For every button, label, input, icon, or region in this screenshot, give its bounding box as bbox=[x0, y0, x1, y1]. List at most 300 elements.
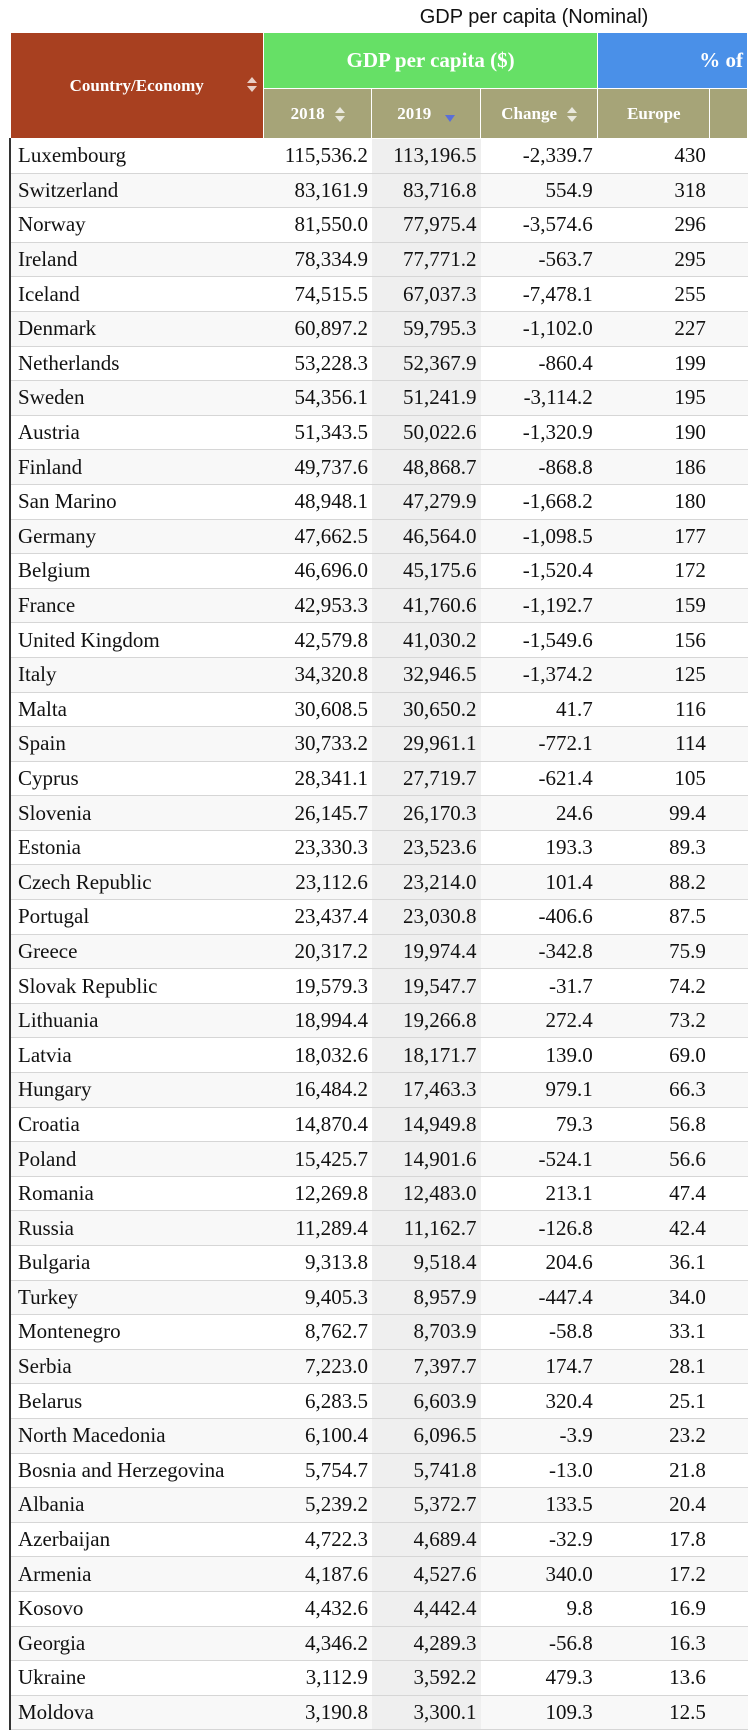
cell-2019: 4,289.3 bbox=[372, 1626, 481, 1661]
cell-change: 554.9 bbox=[481, 173, 598, 208]
cell-change: 139.0 bbox=[481, 1038, 598, 1073]
cell-change: -32.9 bbox=[481, 1522, 598, 1557]
cell-2018: 47,662.5 bbox=[263, 519, 372, 554]
cell-2018: 23,330.3 bbox=[263, 830, 372, 865]
cell-2018: 23,437.4 bbox=[263, 900, 372, 935]
cell-extra bbox=[710, 1453, 748, 1488]
cell-2019: 17,463.3 bbox=[372, 1073, 481, 1108]
cell-country: Russia bbox=[10, 1211, 263, 1246]
cell-country: Slovenia bbox=[10, 796, 263, 831]
cell-extra bbox=[710, 277, 748, 312]
sort-icon bbox=[335, 107, 345, 123]
table-row bbox=[10, 1349, 748, 1384]
cell-2018: 12,269.8 bbox=[263, 1176, 372, 1211]
cell-country: Slovak Republic bbox=[10, 969, 263, 1004]
cell-2018: 83,161.9 bbox=[263, 173, 372, 208]
cell-europe: 87.5 bbox=[598, 900, 710, 935]
cell-country: Malta bbox=[10, 692, 263, 727]
cell-europe: 199 bbox=[598, 346, 710, 381]
cell-2019: 3,592.2 bbox=[372, 1661, 481, 1696]
cell-2018: 23,112.6 bbox=[263, 865, 372, 900]
cell-change: -31.7 bbox=[481, 969, 598, 1004]
cell-2018: 4,722.3 bbox=[263, 1522, 372, 1557]
table-row bbox=[10, 484, 748, 519]
cell-extra bbox=[710, 796, 748, 831]
cell-europe: 34.0 bbox=[598, 1280, 710, 1315]
cell-2019: 3,300.1 bbox=[372, 1695, 481, 1730]
cell-change: -1,320.9 bbox=[481, 415, 598, 450]
column-header-2018[interactable] bbox=[263, 89, 372, 139]
cell-change: -2,339.7 bbox=[481, 139, 598, 174]
cell-2018: 4,187.6 bbox=[263, 1557, 372, 1592]
cell-extra bbox=[710, 346, 748, 381]
cell-europe: 159 bbox=[598, 588, 710, 623]
cell-change: -3,574.6 bbox=[481, 208, 598, 243]
table-row bbox=[10, 1003, 748, 1038]
cell-2019: 19,974.4 bbox=[372, 934, 481, 969]
cell-change: 340.0 bbox=[481, 1557, 598, 1592]
cell-country: Armenia bbox=[10, 1557, 263, 1592]
cell-2019: 23,030.8 bbox=[372, 900, 481, 935]
cell-change: 109.3 bbox=[481, 1695, 598, 1730]
cell-2019: 30,650.2 bbox=[372, 692, 481, 727]
cell-2019: 14,901.6 bbox=[372, 1142, 481, 1177]
cell-extra bbox=[710, 1661, 748, 1696]
cell-country: Poland bbox=[10, 1142, 263, 1177]
cell-country: Georgia bbox=[10, 1626, 263, 1661]
table-row bbox=[10, 796, 748, 831]
cell-extra bbox=[710, 519, 748, 554]
column-header-change-label: Change bbox=[501, 103, 557, 123]
cell-country: Spain bbox=[10, 727, 263, 762]
cell-europe: 186 bbox=[598, 450, 710, 485]
cell-2019: 6,603.9 bbox=[372, 1384, 481, 1419]
cell-extra bbox=[710, 934, 748, 969]
cell-extra bbox=[710, 692, 748, 727]
table-row bbox=[10, 1384, 748, 1419]
table-row bbox=[10, 1453, 748, 1488]
cell-country: Ukraine bbox=[10, 1661, 263, 1696]
table-row bbox=[10, 692, 748, 727]
cell-2018: 3,190.8 bbox=[263, 1695, 372, 1730]
sort-icon bbox=[567, 107, 577, 123]
cell-2018: 30,733.2 bbox=[263, 727, 372, 762]
cell-2018: 49,737.6 bbox=[263, 450, 372, 485]
cell-2019: 4,527.6 bbox=[372, 1557, 481, 1592]
cell-2018: 46,696.0 bbox=[263, 554, 372, 589]
cell-country: Denmark bbox=[10, 311, 263, 346]
cell-europe: 36.1 bbox=[598, 1246, 710, 1281]
cell-2018: 74,515.5 bbox=[263, 277, 372, 312]
cell-extra bbox=[710, 623, 748, 658]
cell-2018: 16,484.2 bbox=[263, 1073, 372, 1108]
cell-2018: 19,579.3 bbox=[263, 969, 372, 1004]
cell-2018: 78,334.9 bbox=[263, 242, 372, 277]
table-row bbox=[10, 1488, 748, 1523]
cell-extra bbox=[710, 173, 748, 208]
cell-2019: 23,523.6 bbox=[372, 830, 481, 865]
cell-change: -126.8 bbox=[481, 1211, 598, 1246]
table-row bbox=[10, 242, 748, 277]
cell-europe: 89.3 bbox=[598, 830, 710, 865]
cell-europe: 156 bbox=[598, 623, 710, 658]
cell-2019: 4,689.4 bbox=[372, 1522, 481, 1557]
cell-2018: 60,897.2 bbox=[263, 311, 372, 346]
cell-2018: 4,346.2 bbox=[263, 1626, 372, 1661]
cell-change: 979.1 bbox=[481, 1073, 598, 1108]
cell-europe: 25.1 bbox=[598, 1384, 710, 1419]
cell-2018: 28,341.1 bbox=[263, 761, 372, 796]
cell-change: -342.8 bbox=[481, 934, 598, 969]
cell-europe: 33.1 bbox=[598, 1315, 710, 1350]
cell-europe: 23.2 bbox=[598, 1418, 710, 1453]
cell-change: -860.4 bbox=[481, 346, 598, 381]
cell-2019: 77,975.4 bbox=[372, 208, 481, 243]
cell-extra bbox=[710, 1142, 748, 1177]
table-header bbox=[10, 33, 748, 139]
cell-change: -1,102.0 bbox=[481, 311, 598, 346]
cell-2019: 4,442.4 bbox=[372, 1591, 481, 1626]
cell-2019: 52,367.9 bbox=[372, 346, 481, 381]
table-row bbox=[10, 1315, 748, 1350]
cell-change: -1,374.2 bbox=[481, 657, 598, 692]
table-row bbox=[10, 1280, 748, 1315]
cell-extra bbox=[710, 761, 748, 796]
cell-europe: 13.6 bbox=[598, 1661, 710, 1696]
table-row bbox=[10, 139, 748, 174]
cell-2018: 81,550.0 bbox=[263, 208, 372, 243]
table-row bbox=[10, 1211, 748, 1246]
cell-country: Lithuania bbox=[10, 1003, 263, 1038]
table-row bbox=[10, 900, 748, 935]
table-row bbox=[10, 1626, 748, 1661]
cell-extra bbox=[710, 727, 748, 762]
cell-europe: 105 bbox=[598, 761, 710, 796]
table-row bbox=[10, 657, 748, 692]
cell-2019: 77,771.2 bbox=[372, 242, 481, 277]
cell-2019: 26,170.3 bbox=[372, 796, 481, 831]
cell-2018: 6,100.4 bbox=[263, 1418, 372, 1453]
cell-country: North Macedonia bbox=[10, 1418, 263, 1453]
cell-2019: 14,949.8 bbox=[372, 1107, 481, 1142]
cell-change: 101.4 bbox=[481, 865, 598, 900]
cell-country: Croatia bbox=[10, 1107, 263, 1142]
cell-extra bbox=[710, 450, 748, 485]
cell-country: Portugal bbox=[10, 900, 263, 935]
cell-2018: 115,536.2 bbox=[263, 139, 372, 174]
cell-2018: 9,405.3 bbox=[263, 1280, 372, 1315]
cell-country: Belgium bbox=[10, 554, 263, 589]
cell-extra bbox=[710, 1349, 748, 1384]
table-row bbox=[10, 727, 748, 762]
group-header-gdp: GDP per capita ($) bbox=[263, 33, 597, 89]
cell-2018: 30,608.5 bbox=[263, 692, 372, 727]
cell-country: Albania bbox=[10, 1488, 263, 1523]
cell-2018: 5,754.7 bbox=[263, 1453, 372, 1488]
cell-europe: 99.4 bbox=[598, 796, 710, 831]
table-row bbox=[10, 1661, 748, 1696]
cell-change: -1,549.6 bbox=[481, 623, 598, 658]
cell-2019: 29,961.1 bbox=[372, 727, 481, 762]
cell-2018: 18,994.4 bbox=[263, 1003, 372, 1038]
table-row bbox=[10, 623, 748, 658]
cell-2019: 19,266.8 bbox=[372, 1003, 481, 1038]
cell-change: -868.8 bbox=[481, 450, 598, 485]
column-header-country[interactable] bbox=[10, 33, 263, 139]
cell-2019: 5,372.7 bbox=[372, 1488, 481, 1523]
cell-change: -621.4 bbox=[481, 761, 598, 796]
cell-extra bbox=[710, 415, 748, 450]
cell-country: Moldova bbox=[10, 1695, 263, 1730]
cell-2018: 42,953.3 bbox=[263, 588, 372, 623]
column-header-2018-label: 2018 bbox=[290, 103, 325, 123]
cell-2019: 18,171.7 bbox=[372, 1038, 481, 1073]
cell-country: Sweden bbox=[10, 381, 263, 416]
cell-country: Kosovo bbox=[10, 1591, 263, 1626]
cell-change: -524.1 bbox=[481, 1142, 598, 1177]
cell-change: 272.4 bbox=[481, 1003, 598, 1038]
cell-2019: 45,175.6 bbox=[372, 554, 481, 589]
cell-europe: 75.9 bbox=[598, 934, 710, 969]
column-header-2019-label: 2019 bbox=[397, 103, 432, 123]
group-header-percent: % of bbox=[598, 33, 748, 89]
cell-2018: 48,948.1 bbox=[263, 484, 372, 519]
cell-2019: 6,096.5 bbox=[372, 1418, 481, 1453]
cell-change: -7,478.1 bbox=[481, 277, 598, 312]
cell-country: United Kingdom bbox=[10, 623, 263, 658]
cell-country: San Marino bbox=[10, 484, 263, 519]
cell-2018: 15,425.7 bbox=[263, 1142, 372, 1177]
table-row bbox=[10, 519, 748, 554]
cell-europe: 295 bbox=[598, 242, 710, 277]
cell-extra bbox=[710, 1038, 748, 1073]
column-header-europe-label: Europe bbox=[627, 103, 681, 123]
cell-extra bbox=[710, 865, 748, 900]
cell-extra bbox=[710, 139, 748, 174]
cell-extra bbox=[710, 208, 748, 243]
cell-europe: 172 bbox=[598, 554, 710, 589]
cell-extra bbox=[710, 1488, 748, 1523]
cell-europe: 116 bbox=[598, 692, 710, 727]
cell-2019: 11,162.7 bbox=[372, 1211, 481, 1246]
table-row bbox=[10, 830, 748, 865]
cell-2019: 19,547.7 bbox=[372, 969, 481, 1004]
cell-europe: 318 bbox=[598, 173, 710, 208]
cell-change: -1,520.4 bbox=[481, 554, 598, 589]
cell-2019: 8,957.9 bbox=[372, 1280, 481, 1315]
table-row bbox=[10, 1591, 748, 1626]
cell-country: Montenegro bbox=[10, 1315, 263, 1350]
table-row bbox=[10, 311, 748, 346]
cell-change: 174.7 bbox=[481, 1349, 598, 1384]
cell-2019: 48,868.7 bbox=[372, 450, 481, 485]
cell-2018: 42,579.8 bbox=[263, 623, 372, 658]
table-row bbox=[10, 1522, 748, 1557]
cell-europe: 180 bbox=[598, 484, 710, 519]
cell-extra bbox=[710, 1280, 748, 1315]
cell-europe: 17.8 bbox=[598, 1522, 710, 1557]
cell-change: 479.3 bbox=[481, 1661, 598, 1696]
cell-2019: 8,703.9 bbox=[372, 1315, 481, 1350]
cell-extra bbox=[710, 1522, 748, 1557]
cell-2018: 14,870.4 bbox=[263, 1107, 372, 1142]
cell-change: 79.3 bbox=[481, 1107, 598, 1142]
column-header-change[interactable] bbox=[481, 89, 598, 139]
cell-country: Netherlands bbox=[10, 346, 263, 381]
cell-change: 133.5 bbox=[481, 1488, 598, 1523]
sort-icon bbox=[247, 77, 257, 93]
cell-europe: 430 bbox=[598, 139, 710, 174]
cell-2019: 41,760.6 bbox=[372, 588, 481, 623]
cell-extra bbox=[710, 242, 748, 277]
cell-change: -563.7 bbox=[481, 242, 598, 277]
table-row bbox=[10, 969, 748, 1004]
cell-europe: 42.4 bbox=[598, 1211, 710, 1246]
cell-europe: 47.4 bbox=[598, 1176, 710, 1211]
gdp-table bbox=[9, 32, 748, 1730]
column-header-extra[interactable] bbox=[710, 89, 748, 139]
cell-change: -58.8 bbox=[481, 1315, 598, 1350]
cell-extra bbox=[710, 484, 748, 519]
table-row bbox=[10, 415, 748, 450]
cell-country: Belarus bbox=[10, 1384, 263, 1419]
cell-europe: 73.2 bbox=[598, 1003, 710, 1038]
cell-country: Greece bbox=[10, 934, 263, 969]
cell-country: Turkey bbox=[10, 1280, 263, 1315]
column-header-2019[interactable] bbox=[372, 89, 481, 139]
cell-country: Italy bbox=[10, 657, 263, 692]
cell-europe: 20.4 bbox=[598, 1488, 710, 1523]
cell-change: -3.9 bbox=[481, 1418, 598, 1453]
cell-change: 193.3 bbox=[481, 830, 598, 865]
cell-change: -1,668.2 bbox=[481, 484, 598, 519]
cell-change: -447.4 bbox=[481, 1280, 598, 1315]
cell-country: Ireland bbox=[10, 242, 263, 277]
cell-europe: 56.6 bbox=[598, 1142, 710, 1177]
cell-extra bbox=[710, 1695, 748, 1730]
cell-2019: 83,716.8 bbox=[372, 173, 481, 208]
cell-country: Hungary bbox=[10, 1073, 263, 1108]
cell-europe: 28.1 bbox=[598, 1349, 710, 1384]
cell-change: -13.0 bbox=[481, 1453, 598, 1488]
cell-2019: 51,241.9 bbox=[372, 381, 481, 416]
table-row bbox=[10, 1142, 748, 1177]
cell-extra bbox=[710, 900, 748, 935]
cell-2018: 54,356.1 bbox=[263, 381, 372, 416]
cell-2018: 34,320.8 bbox=[263, 657, 372, 692]
cell-extra bbox=[710, 1315, 748, 1350]
cell-extra bbox=[710, 554, 748, 589]
cell-europe: 114 bbox=[598, 727, 710, 762]
table-row bbox=[10, 346, 748, 381]
cell-extra bbox=[710, 1211, 748, 1246]
cell-extra bbox=[710, 1418, 748, 1453]
cell-europe: 56.8 bbox=[598, 1107, 710, 1142]
table-row bbox=[10, 1418, 748, 1453]
cell-extra bbox=[710, 830, 748, 865]
cell-europe: 255 bbox=[598, 277, 710, 312]
table-row bbox=[10, 450, 748, 485]
table-row bbox=[10, 1176, 748, 1211]
table-row bbox=[10, 277, 748, 312]
cell-2018: 9,313.8 bbox=[263, 1246, 372, 1281]
cell-2018: 51,343.5 bbox=[263, 415, 372, 450]
cell-europe: 17.2 bbox=[598, 1557, 710, 1592]
cell-extra bbox=[710, 1626, 748, 1661]
cell-2018: 53,228.3 bbox=[263, 346, 372, 381]
table-row bbox=[10, 761, 748, 796]
cell-2019: 7,397.7 bbox=[372, 1349, 481, 1384]
cell-2019: 12,483.0 bbox=[372, 1176, 481, 1211]
cell-2018: 8,762.7 bbox=[263, 1315, 372, 1350]
cell-extra bbox=[710, 381, 748, 416]
cell-2019: 9,518.4 bbox=[372, 1246, 481, 1281]
table-row bbox=[10, 1557, 748, 1592]
cell-country: Serbia bbox=[10, 1349, 263, 1384]
cell-extra bbox=[710, 657, 748, 692]
cell-europe: 190 bbox=[598, 415, 710, 450]
table-row bbox=[10, 173, 748, 208]
table-row bbox=[10, 381, 748, 416]
cell-2018: 3,112.9 bbox=[263, 1661, 372, 1696]
cell-europe: 296 bbox=[598, 208, 710, 243]
cell-europe: 12.5 bbox=[598, 1695, 710, 1730]
cell-2018: 5,239.2 bbox=[263, 1488, 372, 1523]
cell-extra bbox=[710, 1073, 748, 1108]
table-row bbox=[10, 865, 748, 900]
cell-europe: 74.2 bbox=[598, 969, 710, 1004]
cell-country: Bosnia and Herzegovina bbox=[10, 1453, 263, 1488]
column-header-europe[interactable] bbox=[598, 89, 710, 139]
cell-2019: 23,214.0 bbox=[372, 865, 481, 900]
cell-country: Switzerland bbox=[10, 173, 263, 208]
table-row bbox=[10, 208, 748, 243]
cell-2019: 27,719.7 bbox=[372, 761, 481, 796]
cell-extra bbox=[710, 311, 748, 346]
cell-extra bbox=[710, 969, 748, 1004]
cell-country: Cyprus bbox=[10, 761, 263, 796]
cell-change: -1,192.7 bbox=[481, 588, 598, 623]
cell-europe: 195 bbox=[598, 381, 710, 416]
cell-europe: 16.3 bbox=[598, 1626, 710, 1661]
cell-europe: 16.9 bbox=[598, 1591, 710, 1626]
cell-country: Luxembourg bbox=[10, 139, 263, 174]
cell-europe: 69.0 bbox=[598, 1038, 710, 1073]
table-row bbox=[10, 554, 748, 589]
cell-2018: 6,283.5 bbox=[263, 1384, 372, 1419]
cell-2018: 20,317.2 bbox=[263, 934, 372, 969]
cell-change: 320.4 bbox=[481, 1384, 598, 1419]
cell-extra bbox=[710, 588, 748, 623]
cell-extra bbox=[710, 1176, 748, 1211]
cell-change: 41.7 bbox=[481, 692, 598, 727]
cell-2019: 67,037.3 bbox=[372, 277, 481, 312]
cell-country: Germany bbox=[10, 519, 263, 554]
cell-europe: 227 bbox=[598, 311, 710, 346]
cell-extra bbox=[710, 1003, 748, 1038]
cell-2019: 47,279.9 bbox=[372, 484, 481, 519]
cell-extra bbox=[710, 1591, 748, 1626]
cell-country: Norway bbox=[10, 208, 263, 243]
cell-country: Finland bbox=[10, 450, 263, 485]
cell-country: Iceland bbox=[10, 277, 263, 312]
cell-2019: 46,564.0 bbox=[372, 519, 481, 554]
cell-2019: 32,946.5 bbox=[372, 657, 481, 692]
cell-change: -3,114.2 bbox=[481, 381, 598, 416]
cell-country: Romania bbox=[10, 1176, 263, 1211]
cell-country: Azerbaijan bbox=[10, 1522, 263, 1557]
cell-2018: 4,432.6 bbox=[263, 1591, 372, 1626]
